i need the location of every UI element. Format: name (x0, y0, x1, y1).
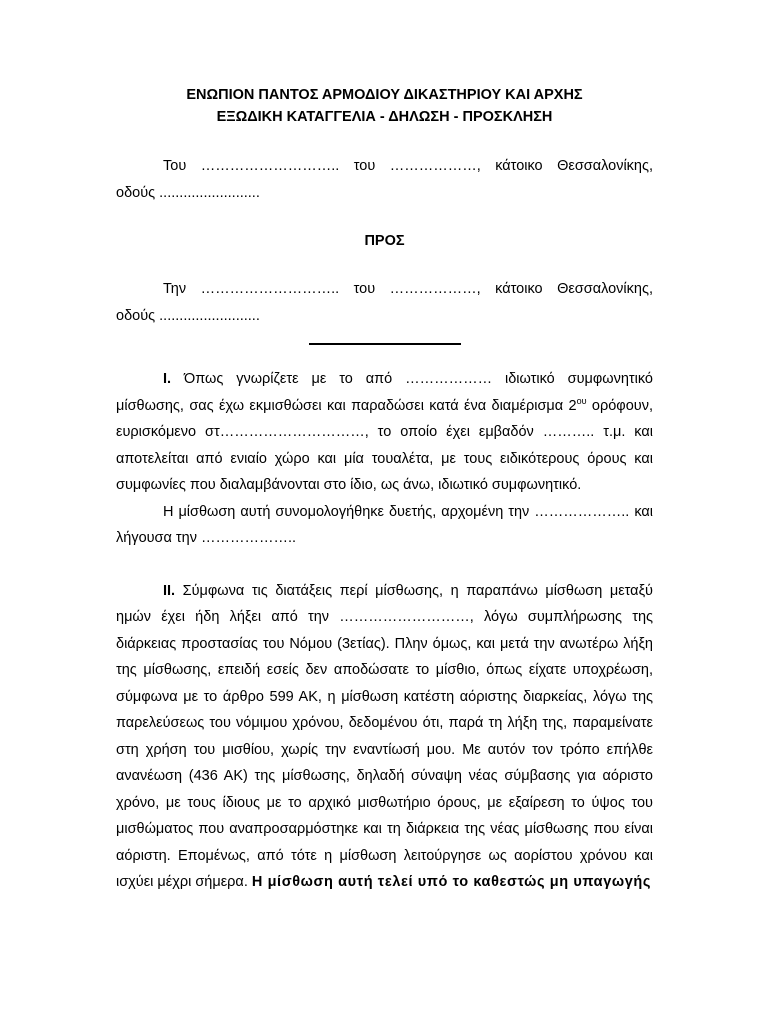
floor-superscript: ου (576, 395, 587, 406)
section-1-text-b: ορόφουν, ευρισκόμενο στ…………………………, το οποίο έχει εμβαδόν ……….. τ.μ. και αποτελείται από ενιαίο χώρο και μία τουαλέτα, με τους ειδικότερους όρους και συμφωνίες που διαλαμβάνονται στο ίδιο, ως άνω, ιδιωτικό συμφωνητικό. (116, 397, 653, 493)
sender-line: Του ……………………….. του ………………, κάτοικο Θεσσαλονίκης, (163, 158, 653, 174)
section-1-paragraph (116, 366, 653, 499)
section-2-numeral: ΙΙ. (163, 582, 176, 599)
sender-address: οδούς ......................... (116, 184, 260, 201)
section-2-bold-text: Η μίσθωση αυτή τελεί υπό το καθεστώς μη υπαγωγής (251, 874, 651, 890)
recipient-address: οδούς ......................... (116, 307, 260, 324)
pros-heading: ΠΡΟΣ (364, 233, 405, 249)
document-title: ΕΞΩΔΙΚΗ ΚΑΤΑΓΓΕΛΙΑ - ΔΗΛΩΣΗ - ΠΡΟΣΚΛΗΣΗ (216, 109, 553, 125)
section-1-text-a: Όπως γνωρίζετε με το από ……………… ιδιωτικό συμφωνητικό μίσθωσης, σας έχω εκμισθώσει και παραδώσει κατά ένα διαμέρισμα 2 (116, 371, 653, 414)
section-1-lease-term: Η μίσθωση αυτή συνομολογήθηκε δυετής, αρχομένη την ……………….. και λήγουσα την ……………….. (116, 503, 653, 546)
recipient-line: Την ……………………….. του ………………, κάτοικο Θεσσαλονίκης, (163, 281, 653, 297)
section-2-text: Σύμφωνα τις διατάξεις περί μίσθωσης, η παραπάνω μίσθωση μεταξύ ημών έχει ήδη λήξει από την ………………………, λόγω συμπλήρωσης της διάρκειας προστασίας του Νόμου (3ετίας). Πλην όμως, και μετά την ανωτέρω λήξη της μίσθωσης, επειδή εσείς δεν αποδώσατε το μίσθιο, όπως είχατε υποχρέωση, σύμφωνα με το άρθρο 599 ΑΚ, η μίσθωση κατέστη αόριστης διαρκείας, λόγω της παρελεύσεως του νόμιμου χρόνου, δεδομένου ότι, παρά τη λήξη της, παραμείνατε στη χρήση του μισθίου, χωρίς την εναντίωσή μου. Με αυτόν τον τρόπο επήλθε ανανέωση (436 ΑΚ) της μίσθωσης, δηλαδή σύναψη νέας σύμβασης για αόριστο χρόνο, με τους ίδιους με το αρχικό μισθωτήριο όρους, με εξαίρεση το ύψος του μισθώματος που αναπροσαρμόστηκε και τη διάρκεια της νέας μίσθωσης που είναι αόριστη. Επομένως, από τότε η μίσθωση λειτούργησε ως αορίστου χρόνου και ισχύει μέχρι σήμερα. (116, 582, 653, 890)
document-heading: ΕΝΩΠΙΟΝ ΠΑΝΤΟΣ ΑΡΜΟΔΙΟΥ ΔΙΚΑΣΤΗΡΙΟΥ ΚΑΙ ΑΡΧΗΣ (186, 87, 583, 103)
document-page (116, 84, 653, 896)
section-2-paragraph (116, 578, 653, 896)
section-1-numeral: Ι. (163, 371, 172, 387)
